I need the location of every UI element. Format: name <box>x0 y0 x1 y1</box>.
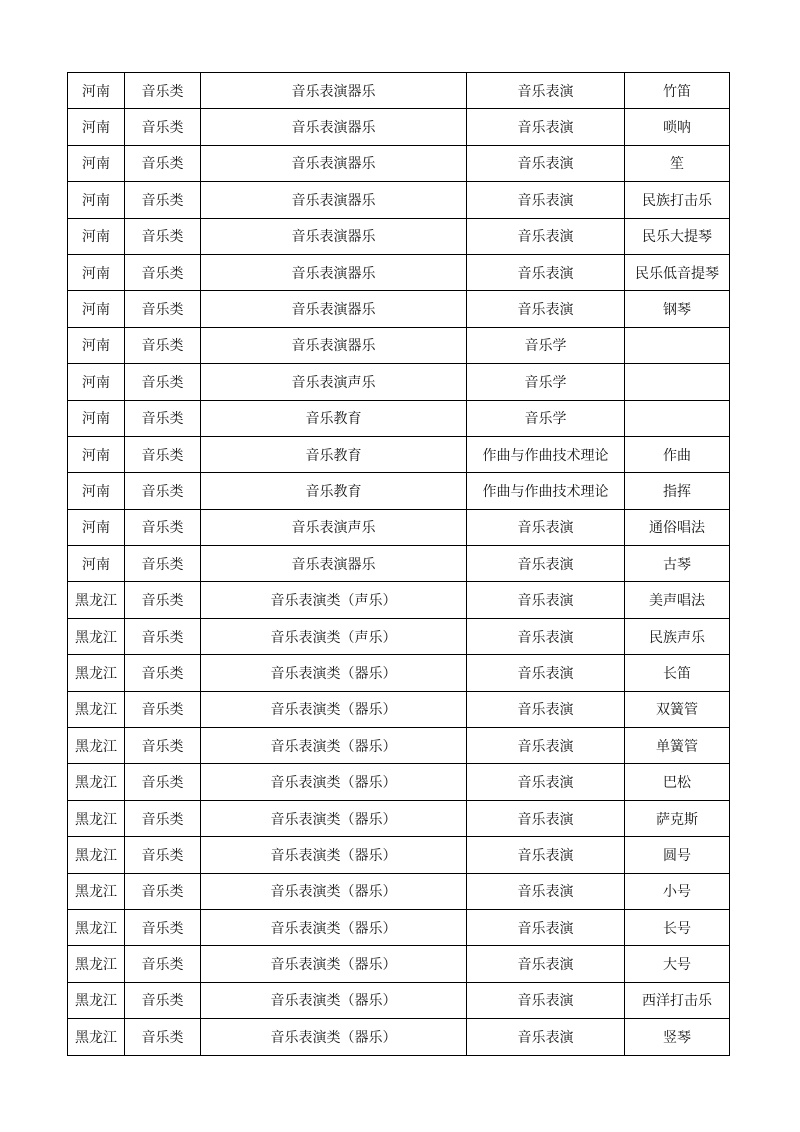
direction-cell: 古琴 <box>625 546 730 582</box>
table-row <box>68 728 730 764</box>
major-category-cell: 音乐表演类（器乐） <box>201 982 467 1018</box>
table-row <box>68 837 730 873</box>
province-cell: 河南 <box>68 182 125 218</box>
major-category-cell: 音乐表演类（器乐） <box>201 800 467 836</box>
major-category-cell: 音乐教育 <box>201 436 467 472</box>
province-cell: 河南 <box>68 364 125 400</box>
category-cell: 音乐类 <box>125 909 201 945</box>
major-category-cell: 音乐教育 <box>201 473 467 509</box>
major-cell: 音乐表演 <box>467 73 625 109</box>
table-row <box>68 400 730 436</box>
category-cell: 音乐类 <box>125 546 201 582</box>
major-category-cell: 音乐表演类（器乐） <box>201 837 467 873</box>
category-cell: 音乐类 <box>125 473 201 509</box>
table-row <box>68 291 730 327</box>
major-cell: 作曲与作曲技术理论 <box>467 436 625 472</box>
direction-cell: 长号 <box>625 909 730 945</box>
province-cell: 河南 <box>68 291 125 327</box>
table-row <box>68 436 730 472</box>
table-row <box>68 982 730 1018</box>
direction-cell: 民族打击乐 <box>625 182 730 218</box>
category-cell: 音乐类 <box>125 764 201 800</box>
major-cell: 音乐表演 <box>467 655 625 691</box>
direction-cell: 小号 <box>625 873 730 909</box>
major-category-cell: 音乐表演声乐 <box>201 364 467 400</box>
major-cell: 音乐表演 <box>467 946 625 982</box>
province-cell: 黑龙江 <box>68 655 125 691</box>
major-cell: 音乐表演 <box>467 837 625 873</box>
major-category-cell: 音乐教育 <box>201 400 467 436</box>
province-cell: 河南 <box>68 546 125 582</box>
table-row <box>68 145 730 181</box>
direction-cell: 民乐大提琴 <box>625 218 730 254</box>
category-cell: 音乐类 <box>125 182 201 218</box>
direction-cell: 美声唱法 <box>625 582 730 618</box>
major-category-cell: 音乐表演类（器乐） <box>201 728 467 764</box>
major-category-cell: 音乐表演器乐 <box>201 327 467 363</box>
province-cell: 河南 <box>68 509 125 545</box>
province-cell: 河南 <box>68 400 125 436</box>
category-cell: 音乐类 <box>125 946 201 982</box>
major-category-cell: 音乐表演器乐 <box>201 109 467 145</box>
major-cell: 音乐表演 <box>467 145 625 181</box>
category-cell: 音乐类 <box>125 218 201 254</box>
direction-cell: 巴松 <box>625 764 730 800</box>
direction-cell: 笙 <box>625 145 730 181</box>
major-cell: 音乐学 <box>467 364 625 400</box>
major-cell: 音乐学 <box>467 400 625 436</box>
major-category-cell: 音乐表演类（器乐） <box>201 909 467 945</box>
province-cell: 黑龙江 <box>68 800 125 836</box>
province-cell: 河南 <box>68 327 125 363</box>
category-cell: 音乐类 <box>125 800 201 836</box>
major-cell: 音乐表演 <box>467 254 625 290</box>
table-row <box>68 182 730 218</box>
direction-cell: 单簧管 <box>625 728 730 764</box>
major-cell: 音乐表演 <box>467 909 625 945</box>
major-cell: 音乐表演 <box>467 618 625 654</box>
major-category-cell: 音乐表演声乐 <box>201 509 467 545</box>
table-row <box>68 691 730 727</box>
major-category-cell: 音乐表演类（器乐） <box>201 691 467 727</box>
major-cell: 音乐表演 <box>467 982 625 1018</box>
province-cell: 河南 <box>68 254 125 290</box>
province-cell: 黑龙江 <box>68 582 125 618</box>
table-row <box>68 254 730 290</box>
table-row <box>68 582 730 618</box>
direction-cell: 西洋打击乐 <box>625 982 730 1018</box>
direction-cell: 长笛 <box>625 655 730 691</box>
major-category-cell: 音乐表演类（器乐） <box>201 764 467 800</box>
category-cell: 音乐类 <box>125 509 201 545</box>
province-cell: 黑龙江 <box>68 618 125 654</box>
category-cell: 音乐类 <box>125 582 201 618</box>
major-cell: 音乐表演 <box>467 109 625 145</box>
major-category-cell: 音乐表演类（器乐） <box>201 655 467 691</box>
direction-cell: 圆号 <box>625 837 730 873</box>
direction-cell: 通俗唱法 <box>625 509 730 545</box>
province-cell: 河南 <box>68 436 125 472</box>
table-row <box>68 800 730 836</box>
category-cell: 音乐类 <box>125 1019 201 1055</box>
direction-cell: 竖琴 <box>625 1019 730 1055</box>
major-cell: 音乐表演 <box>467 873 625 909</box>
category-cell: 音乐类 <box>125 291 201 327</box>
category-cell: 音乐类 <box>125 691 201 727</box>
table-row <box>68 1019 730 1055</box>
province-cell: 黑龙江 <box>68 1019 125 1055</box>
province-cell: 黑龙江 <box>68 728 125 764</box>
table-row <box>68 764 730 800</box>
category-cell: 音乐类 <box>125 364 201 400</box>
major-category-cell: 音乐表演类（器乐） <box>201 1019 467 1055</box>
major-cell: 音乐表演 <box>467 582 625 618</box>
table-body <box>68 73 730 1056</box>
direction-cell: 钢琴 <box>625 291 730 327</box>
direction-cell: 民族声乐 <box>625 618 730 654</box>
table-row <box>68 509 730 545</box>
category-cell: 音乐类 <box>125 327 201 363</box>
category-cell: 音乐类 <box>125 109 201 145</box>
direction-cell <box>625 400 730 436</box>
direction-cell: 大号 <box>625 946 730 982</box>
province-cell: 河南 <box>68 473 125 509</box>
category-cell: 音乐类 <box>125 145 201 181</box>
table-row <box>68 946 730 982</box>
major-category-cell: 音乐表演类（声乐） <box>201 618 467 654</box>
direction-cell: 竹笛 <box>625 73 730 109</box>
direction-cell <box>625 327 730 363</box>
major-cell: 音乐表演 <box>467 764 625 800</box>
major-cell: 音乐表演 <box>467 509 625 545</box>
major-cell: 作曲与作曲技术理论 <box>467 473 625 509</box>
category-cell: 音乐类 <box>125 728 201 764</box>
major-cell: 音乐表演 <box>467 218 625 254</box>
major-cell: 音乐表演 <box>467 291 625 327</box>
province-cell: 河南 <box>68 73 125 109</box>
category-cell: 音乐类 <box>125 400 201 436</box>
province-cell: 黑龙江 <box>68 837 125 873</box>
enrollment-table <box>67 72 730 1056</box>
table-row <box>68 109 730 145</box>
direction-cell: 萨克斯 <box>625 800 730 836</box>
major-cell: 音乐表演 <box>467 546 625 582</box>
category-cell: 音乐类 <box>125 982 201 1018</box>
major-category-cell: 音乐表演类（器乐） <box>201 873 467 909</box>
province-cell: 黑龙江 <box>68 909 125 945</box>
table-row <box>68 873 730 909</box>
major-category-cell: 音乐表演器乐 <box>201 546 467 582</box>
category-cell: 音乐类 <box>125 254 201 290</box>
category-cell: 音乐类 <box>125 73 201 109</box>
table-row <box>68 655 730 691</box>
major-cell: 音乐表演 <box>467 691 625 727</box>
category-cell: 音乐类 <box>125 873 201 909</box>
major-cell: 音乐表演 <box>467 800 625 836</box>
major-cell: 音乐表演 <box>467 182 625 218</box>
major-category-cell: 音乐表演器乐 <box>201 73 467 109</box>
province-cell: 黑龙江 <box>68 873 125 909</box>
direction-cell: 双簧管 <box>625 691 730 727</box>
table-row <box>68 473 730 509</box>
table-row <box>68 218 730 254</box>
major-cell: 音乐表演 <box>467 728 625 764</box>
major-category-cell: 音乐表演器乐 <box>201 182 467 218</box>
table-row <box>68 546 730 582</box>
province-cell: 黑龙江 <box>68 946 125 982</box>
major-category-cell: 音乐表演类（声乐） <box>201 582 467 618</box>
table-row <box>68 73 730 109</box>
table-row <box>68 327 730 363</box>
direction-cell: 唢呐 <box>625 109 730 145</box>
province-cell: 黑龙江 <box>68 764 125 800</box>
direction-cell: 指挥 <box>625 473 730 509</box>
province-cell: 河南 <box>68 145 125 181</box>
table-row <box>68 618 730 654</box>
major-category-cell: 音乐表演器乐 <box>201 254 467 290</box>
province-cell: 黑龙江 <box>68 691 125 727</box>
table-row <box>68 364 730 400</box>
category-cell: 音乐类 <box>125 618 201 654</box>
major-category-cell: 音乐表演类（器乐） <box>201 946 467 982</box>
category-cell: 音乐类 <box>125 436 201 472</box>
table-row <box>68 909 730 945</box>
major-category-cell: 音乐表演器乐 <box>201 218 467 254</box>
direction-cell <box>625 364 730 400</box>
province-cell: 河南 <box>68 109 125 145</box>
province-cell: 黑龙江 <box>68 982 125 1018</box>
category-cell: 音乐类 <box>125 655 201 691</box>
major-cell: 音乐表演 <box>467 1019 625 1055</box>
province-cell: 河南 <box>68 218 125 254</box>
major-category-cell: 音乐表演器乐 <box>201 291 467 327</box>
major-cell: 音乐学 <box>467 327 625 363</box>
direction-cell: 民乐低音提琴 <box>625 254 730 290</box>
major-category-cell: 音乐表演器乐 <box>201 145 467 181</box>
direction-cell: 作曲 <box>625 436 730 472</box>
category-cell: 音乐类 <box>125 837 201 873</box>
